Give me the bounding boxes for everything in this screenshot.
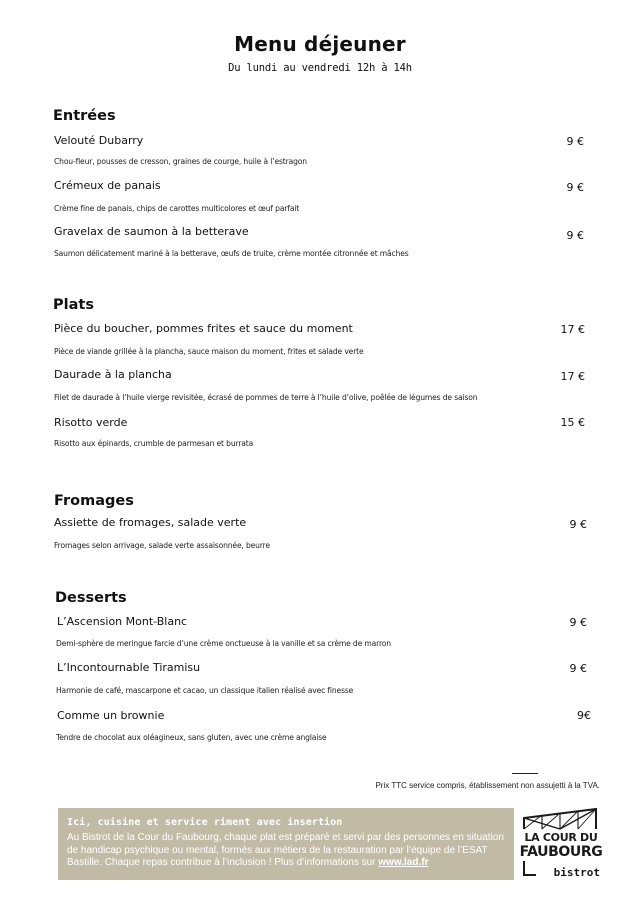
item-name: Pièce du boucher, pommes frites et sauce du moment [54, 322, 353, 335]
bistrot-logo [518, 805, 604, 885]
section-title-desserts: Desserts [55, 590, 127, 606]
banner-body: Au Bistrot de la Cour du Faubourg, chaque plat est préparé et servi par des personnes en situation de handicap psychique ou mental, formés aux métiers de la restauration par l’équipe de l’ESAT Bastille. Chaque repas contribue à l’inclusion ! Plus d’informations sur [67, 832, 504, 868]
item-description: Filet de daurade à l’huile vierge revisitée, écrasé de pommes de terre à l’huile d’olive, poêlée de légumes de saison [54, 393, 478, 402]
item-name: Comme un brownie [57, 709, 165, 722]
item-description: Demi-sphère de meringue farcie d’une crème onctueuse à la vanille et sa crème de marron [56, 639, 391, 648]
section-title-plats: Plats [53, 297, 94, 313]
item-name: L’Ascension Mont-Blanc [57, 615, 188, 628]
item-name: Assiette de fromages, salade verte [54, 516, 247, 529]
banner-title: Ici, cuisine et service riment avec insertion [67, 817, 343, 828]
page-title: Menu déjeuner [234, 32, 406, 56]
item-price: 9 € [566, 135, 584, 148]
page-subtitle: Du lundi au vendredi 12h à 14h [228, 62, 412, 74]
item-name: Gravelax de saumon à la betterave [54, 225, 249, 238]
logo-line-3: bistrot [553, 866, 600, 879]
item-description: Harmonie de café, mascarpone et cacao, un classique italien réalisé avec finesse [56, 686, 354, 695]
item-description: Crème fine de panais, chips de carottes multicolores et œuf parfait [54, 204, 300, 213]
item-price: 15 € [560, 416, 585, 429]
price-note: Prix TTC service compris, établissement non assujetti à la TVA. [375, 781, 600, 790]
item-description: Chou-fleur, pousses de cresson, graines de courge, huile à l’estragon [54, 157, 307, 166]
item-name: Crémeux de panais [54, 179, 161, 192]
item-price: 9 € [569, 662, 587, 675]
inclusion-banner [58, 808, 514, 880]
item-description: Tendre de chocolat aux oléagineux, sans gluten, avec une crème anglaise [56, 733, 327, 742]
item-price: 9 € [569, 616, 587, 629]
website-link[interactable]: www.lad.fr [378, 857, 429, 868]
item-price: 17 € [560, 323, 585, 336]
item-name: L’Incontournable Tiramisu [57, 661, 201, 674]
item-name: Risotto verde [54, 416, 128, 429]
item-name: Daurade à la plancha [54, 368, 172, 381]
item-price: 9 € [569, 518, 587, 531]
section-title-entrees: Entrées [53, 108, 116, 124]
item-name: Velouté Dubarry [54, 134, 144, 147]
banner-text [67, 832, 506, 870]
item-description: Fromages selon arrivage, salade verte assaisonnée, beurre [54, 541, 271, 550]
item-description: Pièce de viande grillée à la plancha, sauce maison du moment, frites et salade verte [54, 347, 364, 356]
logo-line-2: FAUBOURG [519, 844, 603, 860]
divider [512, 773, 538, 774]
item-description: Saumon délicatement mariné à la betterave, œufs de truite, crème montée citronnée et mâches [54, 249, 409, 258]
item-price: 9 € [566, 181, 584, 194]
item-price: 17 € [560, 370, 585, 383]
logo-line-1: LA COUR DU [524, 831, 598, 844]
item-description: Risotto aux épinards, crumble de parmesan et burrata [54, 439, 254, 448]
section-title-fromages: Fromages [54, 493, 134, 509]
item-price: 9€ [577, 709, 591, 722]
item-price: 9 € [566, 229, 584, 242]
